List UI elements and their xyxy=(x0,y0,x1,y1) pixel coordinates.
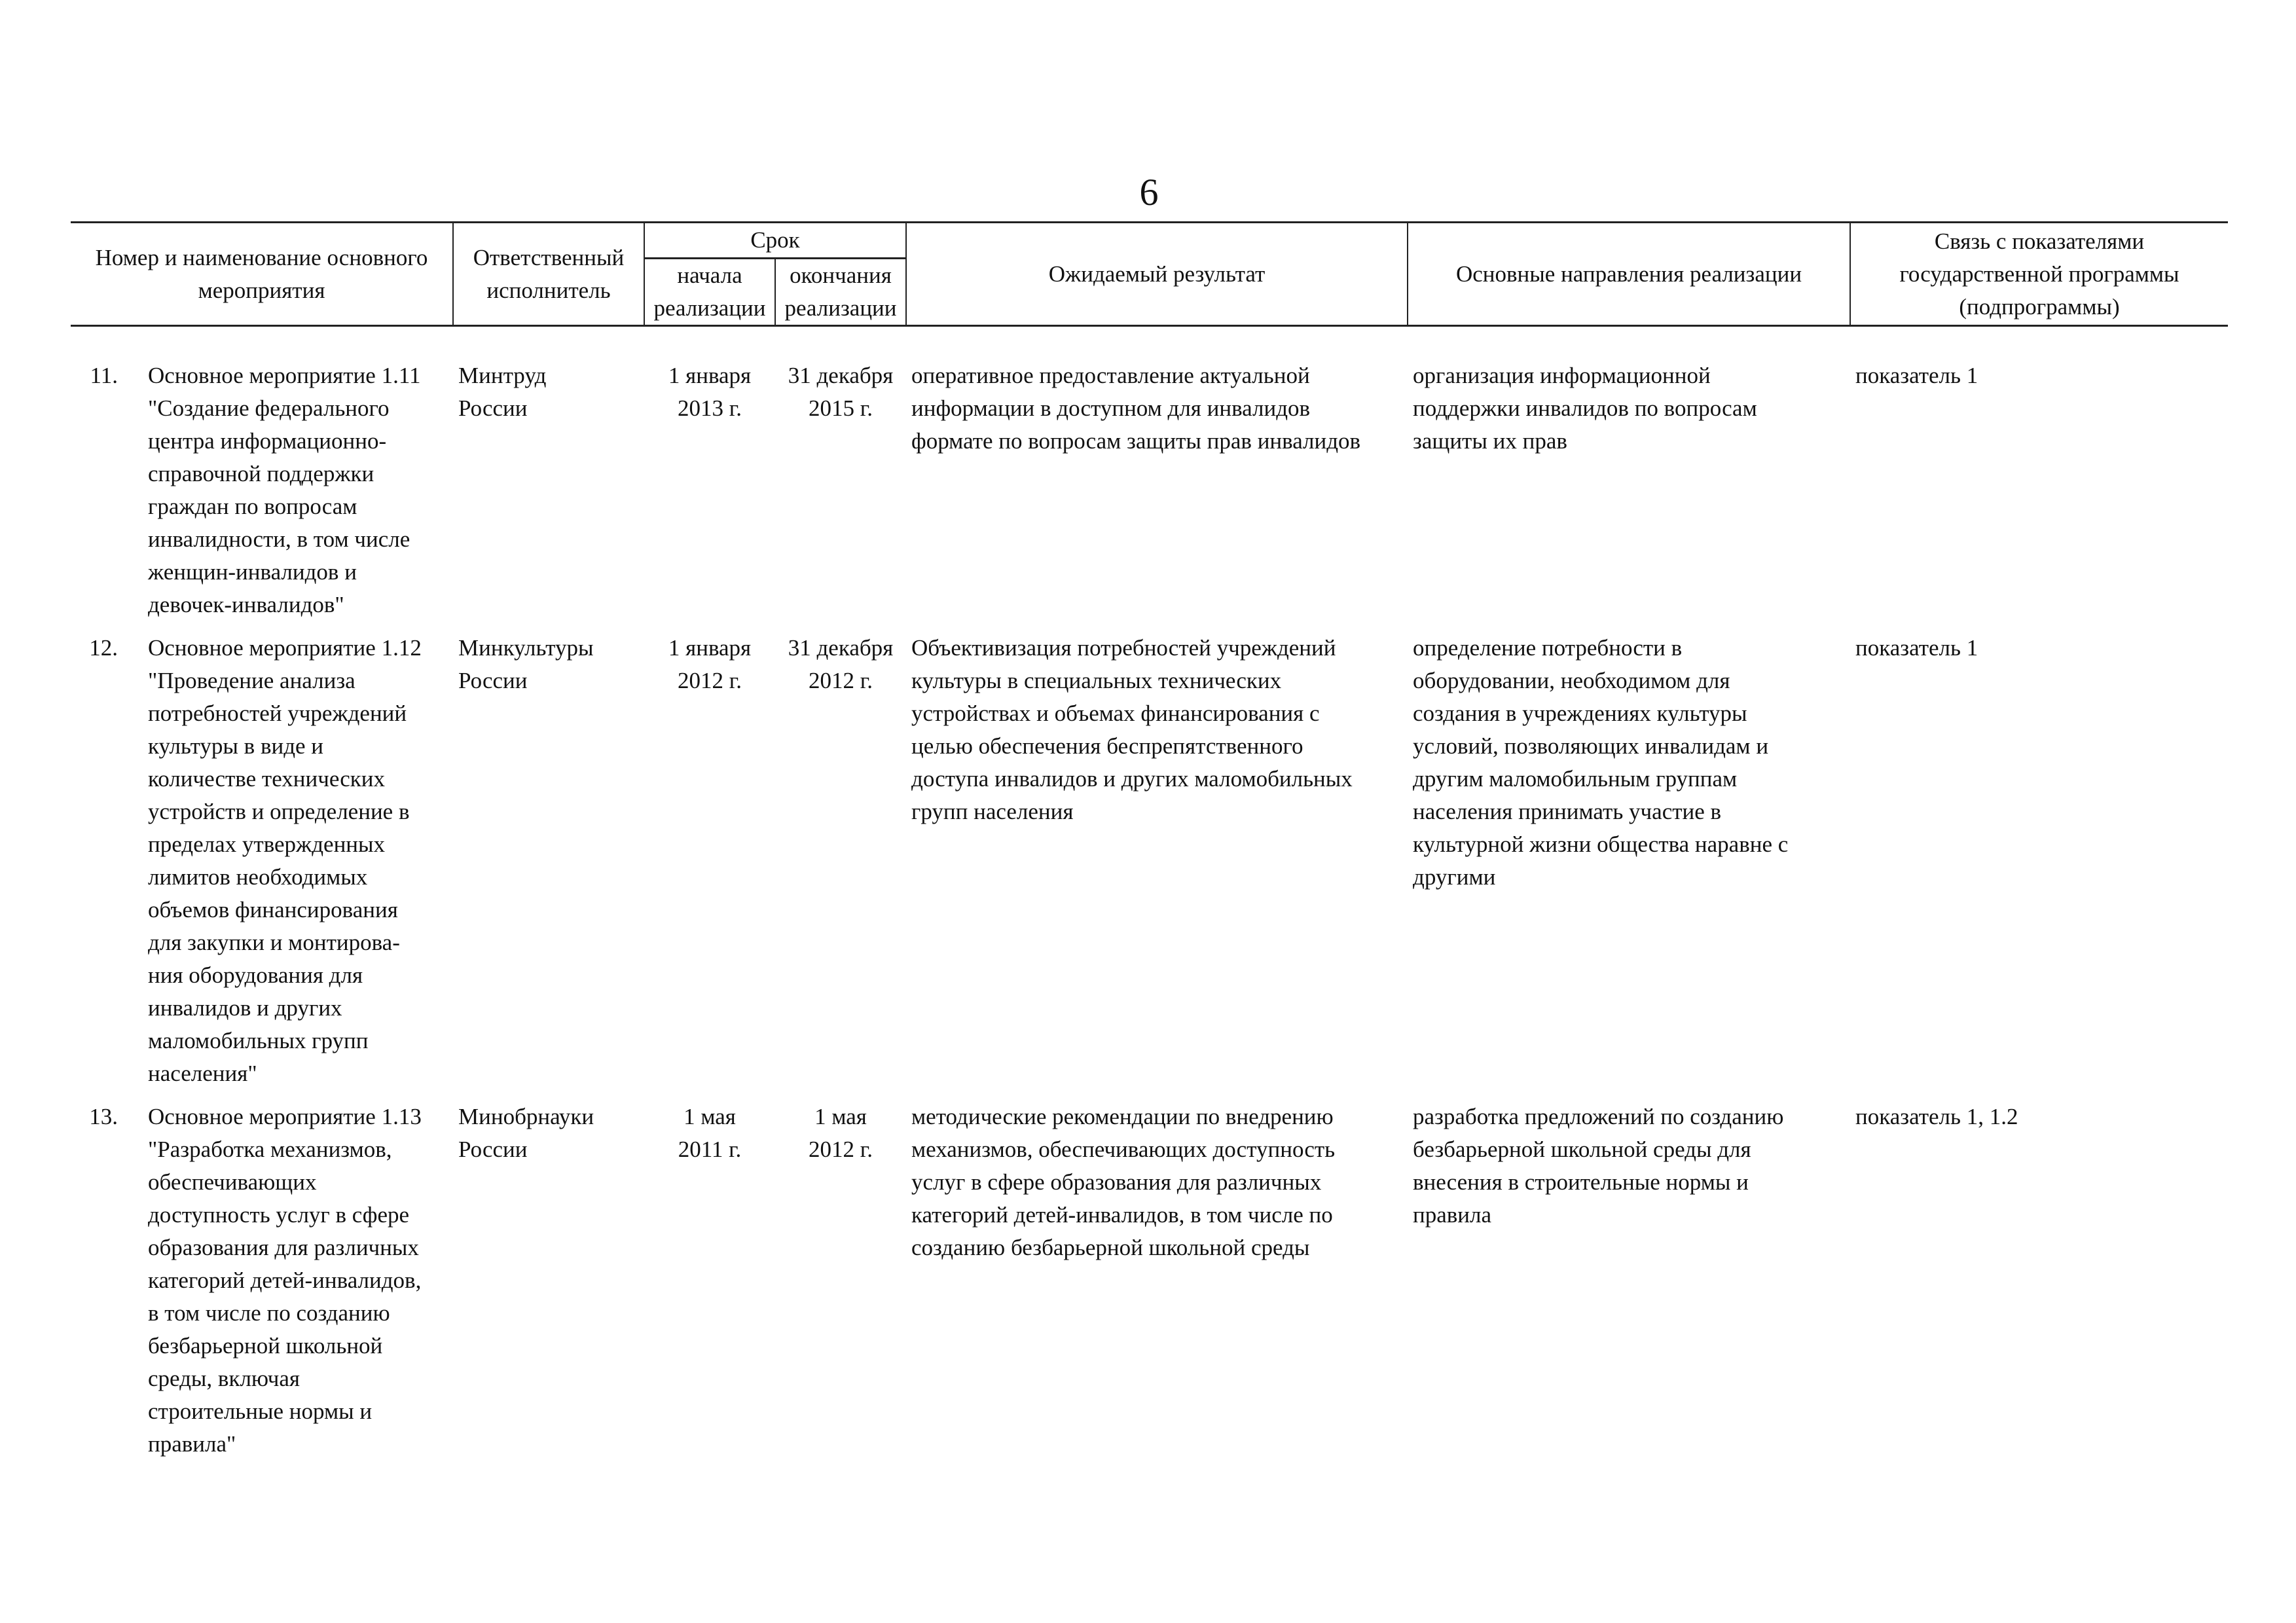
activity-line: устройств и определение в xyxy=(148,799,410,824)
directions-line: правила xyxy=(1413,1202,1492,1228)
activity-line: пределах утвержденных xyxy=(148,831,386,857)
end-date-line: 31 декабря xyxy=(788,363,894,388)
activity-line: категорий детей-инвалидов, xyxy=(148,1267,422,1293)
result-line: методические рекомендации по внедрению xyxy=(911,1104,1334,1129)
row-number: 13. xyxy=(89,1104,118,1129)
header-name: Номер и наименование основного мероприятия xyxy=(71,223,453,326)
activity-line: населения" xyxy=(148,1061,257,1086)
indicator-link-cell xyxy=(1850,359,2228,632)
start-date-line: 1 мая xyxy=(683,1104,736,1129)
responsible-cell xyxy=(453,1101,644,1471)
end-date-cell xyxy=(775,1101,906,1471)
responsible-cell xyxy=(453,359,644,632)
activity-line: в том числе по созданию xyxy=(148,1300,390,1326)
activity-line: "Разработка механизмов, xyxy=(148,1137,392,1162)
responsible-line: России xyxy=(458,668,528,693)
indicator-link-text: показатель 1, 1.2 xyxy=(1855,1104,2018,1129)
header-result: Ожидаемый результат xyxy=(906,223,1408,326)
directions-line: определение потребности в xyxy=(1413,635,1683,661)
header-end: окончания реализации xyxy=(775,259,906,326)
activity-line: девочек-инвалидов" xyxy=(148,592,344,617)
result-line: услуг в сфере образования для различных xyxy=(911,1169,1322,1195)
activity-line: правила" xyxy=(148,1431,236,1457)
table-row xyxy=(71,1101,2228,1471)
result-line: информации в доступном для инвалидов xyxy=(911,395,1311,421)
result-cell xyxy=(906,1101,1408,1471)
result-line: созданию безбарьерной школьной среды xyxy=(911,1235,1310,1260)
start-date-cell xyxy=(644,359,775,632)
activity-line: Основное мероприятие 1.12 xyxy=(148,635,422,661)
result-line: групп населения xyxy=(911,799,1074,824)
row-number: 11. xyxy=(90,363,118,388)
directions-line: населения принимать участие в xyxy=(1413,799,1722,824)
start-date-line: 1 января xyxy=(668,363,752,388)
result-cell xyxy=(906,632,1408,1101)
activity-line: справочной поддержки xyxy=(148,461,374,486)
start-date-line: 1 января xyxy=(668,635,752,661)
end-date-line: 2012 г. xyxy=(809,1137,873,1162)
responsible-line: Минкультуры xyxy=(458,635,594,661)
end-date-line: 31 декабря xyxy=(788,635,894,661)
activity-line: культуры в виде и xyxy=(148,733,324,759)
activity-cell xyxy=(71,1101,453,1471)
activity-line: "Проведение анализа xyxy=(148,668,355,693)
page-number: 6 xyxy=(1139,171,1159,213)
row-number: 12. xyxy=(89,635,118,661)
activity-line: центра информационно- xyxy=(148,428,387,454)
activity-line: маломобильных групп xyxy=(148,1028,369,1053)
activity-line: образования для различных xyxy=(148,1235,419,1260)
activity-line: граждан по вопросам xyxy=(148,494,357,519)
start-date-cell xyxy=(644,632,775,1101)
directions-cell xyxy=(1408,359,1850,632)
directions-line: защиты их прав xyxy=(1413,428,1567,454)
result-line: целью обеспечения беспрепятственного xyxy=(911,733,1303,759)
responsible-line: России xyxy=(458,1137,528,1162)
result-line: механизмов, обеспечивающих доступность xyxy=(911,1137,1336,1162)
activity-line: Основное мероприятие 1.13 xyxy=(148,1104,422,1129)
activity-cell xyxy=(71,632,453,1101)
start-date-cell xyxy=(644,1101,775,1471)
start-date-line: 2013 г. xyxy=(678,395,742,421)
indicator-link-cell xyxy=(1850,1101,2228,1471)
directions-line: внесения в строительные нормы и xyxy=(1413,1169,1749,1195)
directions-line: оборудовании, необходимом для xyxy=(1413,668,1730,693)
activity-line: строительные нормы и xyxy=(148,1398,373,1424)
activity-line: лимитов необходимых xyxy=(148,864,368,890)
responsible-line: России xyxy=(458,395,528,421)
table-header xyxy=(71,223,2228,326)
directions-line: безбарьерной школьной среды для xyxy=(1413,1137,1751,1162)
directions-line: разработка предложений по созданию xyxy=(1413,1104,1784,1129)
end-date-cell xyxy=(775,632,906,1101)
directions-cell xyxy=(1408,1101,1850,1471)
activity-line: ния оборудования для xyxy=(148,962,363,988)
header-responsible: Ответственный исполнитель xyxy=(453,223,644,326)
activity-line: "Создание федерального xyxy=(148,395,390,421)
responsible-line: Минтруд xyxy=(458,363,547,388)
directions-cell xyxy=(1408,632,1850,1101)
responsible-cell xyxy=(453,632,644,1101)
end-date-line: 2015 г. xyxy=(809,395,873,421)
activity-line: для закупки и монтирова- xyxy=(148,930,400,955)
table-body xyxy=(71,326,2228,1472)
end-date-cell xyxy=(775,359,906,632)
activity-cell xyxy=(71,359,453,632)
indicator-link-cell xyxy=(1850,632,2228,1101)
activity-line: доступность услуг в сфере xyxy=(148,1202,410,1228)
directions-line: условий, позволяющих инвалидам и xyxy=(1413,733,1769,759)
header-directions: Основные направления реализации xyxy=(1408,223,1850,326)
directions-line: поддержки инвалидов по вопросам xyxy=(1413,395,1757,421)
activity-line: среды, включая xyxy=(148,1366,300,1391)
directions-line: организация информационной xyxy=(1413,363,1711,388)
activity-line: потребностей учреждений xyxy=(148,701,407,726)
start-date-line: 2012 г. xyxy=(678,668,742,693)
result-line: категорий детей-инвалидов, в том числе по xyxy=(911,1202,1333,1228)
directions-line: создания в учреждениях культуры xyxy=(1413,701,1747,726)
result-line: устройствах и объемах финансирования с xyxy=(911,701,1320,726)
activity-line: женщин-инвалидов и xyxy=(148,559,357,585)
header-term: Срок xyxy=(644,223,906,259)
result-line: доступа инвалидов и других маломобильных xyxy=(911,766,1353,792)
table-row xyxy=(71,632,2228,1101)
result-line: Объективизация потребностей учреждений xyxy=(911,635,1336,661)
activity-line: Основное мероприятие 1.11 xyxy=(148,363,421,388)
indicator-link-text: показатель 1 xyxy=(1855,635,1978,661)
indicator-link-text: показатель 1 xyxy=(1855,363,1978,388)
responsible-line: Минобрнауки xyxy=(458,1104,594,1129)
end-date-line: 1 мая xyxy=(814,1104,867,1129)
result-cell xyxy=(906,359,1408,632)
directions-line: культурной жизни общества наравне с xyxy=(1413,831,1789,857)
end-date-line: 2012 г. xyxy=(809,668,873,693)
activity-line: инвалидов и других xyxy=(148,995,342,1021)
activity-line: безбарьерной школьной xyxy=(148,1333,383,1359)
result-line: оперативное предоставление актуальной xyxy=(911,363,1310,388)
table-row xyxy=(71,359,2228,632)
header-link: Связь с показателями государственной программы (подпрограммы) xyxy=(1850,223,2228,326)
activity-line: обеспечивающих xyxy=(148,1169,317,1195)
result-line: формате по вопросам защиты прав инвалидов xyxy=(911,428,1361,454)
result-line: культуры в специальных технических xyxy=(911,668,1282,693)
directions-line: другими xyxy=(1413,864,1496,890)
header-start: начала реализации xyxy=(644,259,775,326)
start-date-line: 2011 г. xyxy=(678,1137,742,1162)
activity-line: инвалидности, в том числе xyxy=(148,526,410,552)
activities-table xyxy=(71,221,2228,1471)
activity-line: объемов финансирования xyxy=(148,897,398,922)
directions-line: другим маломобильным группам xyxy=(1413,766,1738,792)
activity-line: количестве технических xyxy=(148,766,386,792)
